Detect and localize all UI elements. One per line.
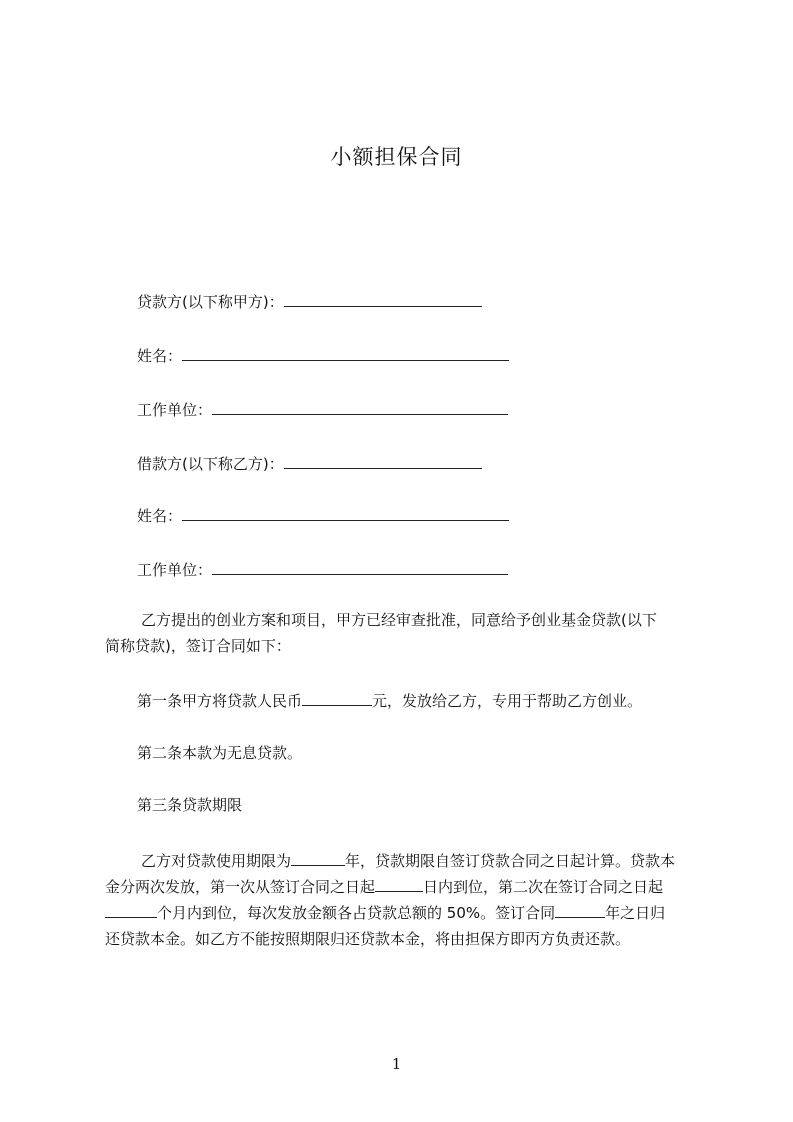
- clause-3-l3b: 年之日归: [605, 904, 666, 922]
- clause-3-l2a: 金分两次发放，第一次从签订合同之日起: [105, 878, 376, 896]
- second-tranche-months-blank[interactable]: [105, 902, 157, 918]
- term-years-blank[interactable]: [291, 850, 345, 866]
- clause-3-line-1: [105, 848, 703, 874]
- document-title: 小额担保合同: [330, 145, 463, 169]
- clause-1-text-b: 元，发放给乙方，专用于帮助乙方创业。: [372, 692, 643, 710]
- borrower-name-field: [137, 505, 509, 526]
- borrower-name-label: 姓名：: [137, 507, 183, 525]
- lender-workplace-label: 工作单位：: [137, 401, 213, 419]
- intro-line-2: 简称贷款)，签订合同如下：: [105, 637, 291, 655]
- clause-2: 第二条本款为无息贷款。: [137, 744, 303, 762]
- borrower-workplace-field: [137, 559, 508, 580]
- borrower-name-blank[interactable]: [182, 505, 509, 521]
- intro-line-1: 乙方提出的创业方案和项目，甲方已经审查批准，同意给予创业基金贷款(以下: [141, 611, 657, 629]
- lender-blank[interactable]: [284, 291, 482, 307]
- borrower-workplace-blank[interactable]: [212, 559, 508, 575]
- borrower-workplace-label: 工作单位：: [137, 561, 213, 579]
- clause-3-l2b: 日内到位，第二次在签订合同之日起: [423, 878, 664, 896]
- clause-1: [137, 690, 642, 711]
- first-tranche-days-blank[interactable]: [375, 876, 423, 892]
- clause-3-l3a: 个月内到位，每次发放金额各占贷款总额的 50%。签订合同: [157, 904, 556, 922]
- clause-3-heading: 第三条贷款期限: [137, 796, 243, 814]
- lender-label: 贷款方(以下称甲方)：: [137, 293, 284, 311]
- lender-field: [137, 291, 482, 312]
- lender-name-label: 姓名：: [137, 347, 183, 365]
- clause-3-l1a: 乙方对贷款使用期限为: [141, 852, 292, 870]
- clause-3-line-3: [105, 900, 703, 926]
- borrower-blank[interactable]: [284, 453, 482, 469]
- clause-3-l1b: 年，贷款期限自签订贷款合同之日起计算。贷款本: [345, 852, 676, 870]
- intro-paragraph: [105, 607, 703, 659]
- clause-1-text-a: 第一条甲方将贷款人民币: [137, 692, 303, 710]
- lender-workplace-field: [137, 399, 508, 420]
- page-number: 1: [391, 1055, 402, 1073]
- lender-workplace-blank[interactable]: [212, 399, 508, 415]
- borrower-field: [137, 453, 482, 474]
- lender-name-blank[interactable]: [182, 345, 509, 361]
- clause-3-line-2: [105, 874, 703, 900]
- clause-3-line-4: 还贷款本金。如乙方不能按照期限归还贷款本金，将由担保方即丙方负责还款。: [105, 930, 631, 948]
- lender-name-field: [137, 345, 509, 366]
- borrower-label: 借款方(以下称乙方)：: [137, 455, 284, 473]
- loan-amount-blank[interactable]: [302, 690, 372, 706]
- clause-3-body: [105, 848, 703, 952]
- repayment-years-blank[interactable]: [555, 902, 605, 918]
